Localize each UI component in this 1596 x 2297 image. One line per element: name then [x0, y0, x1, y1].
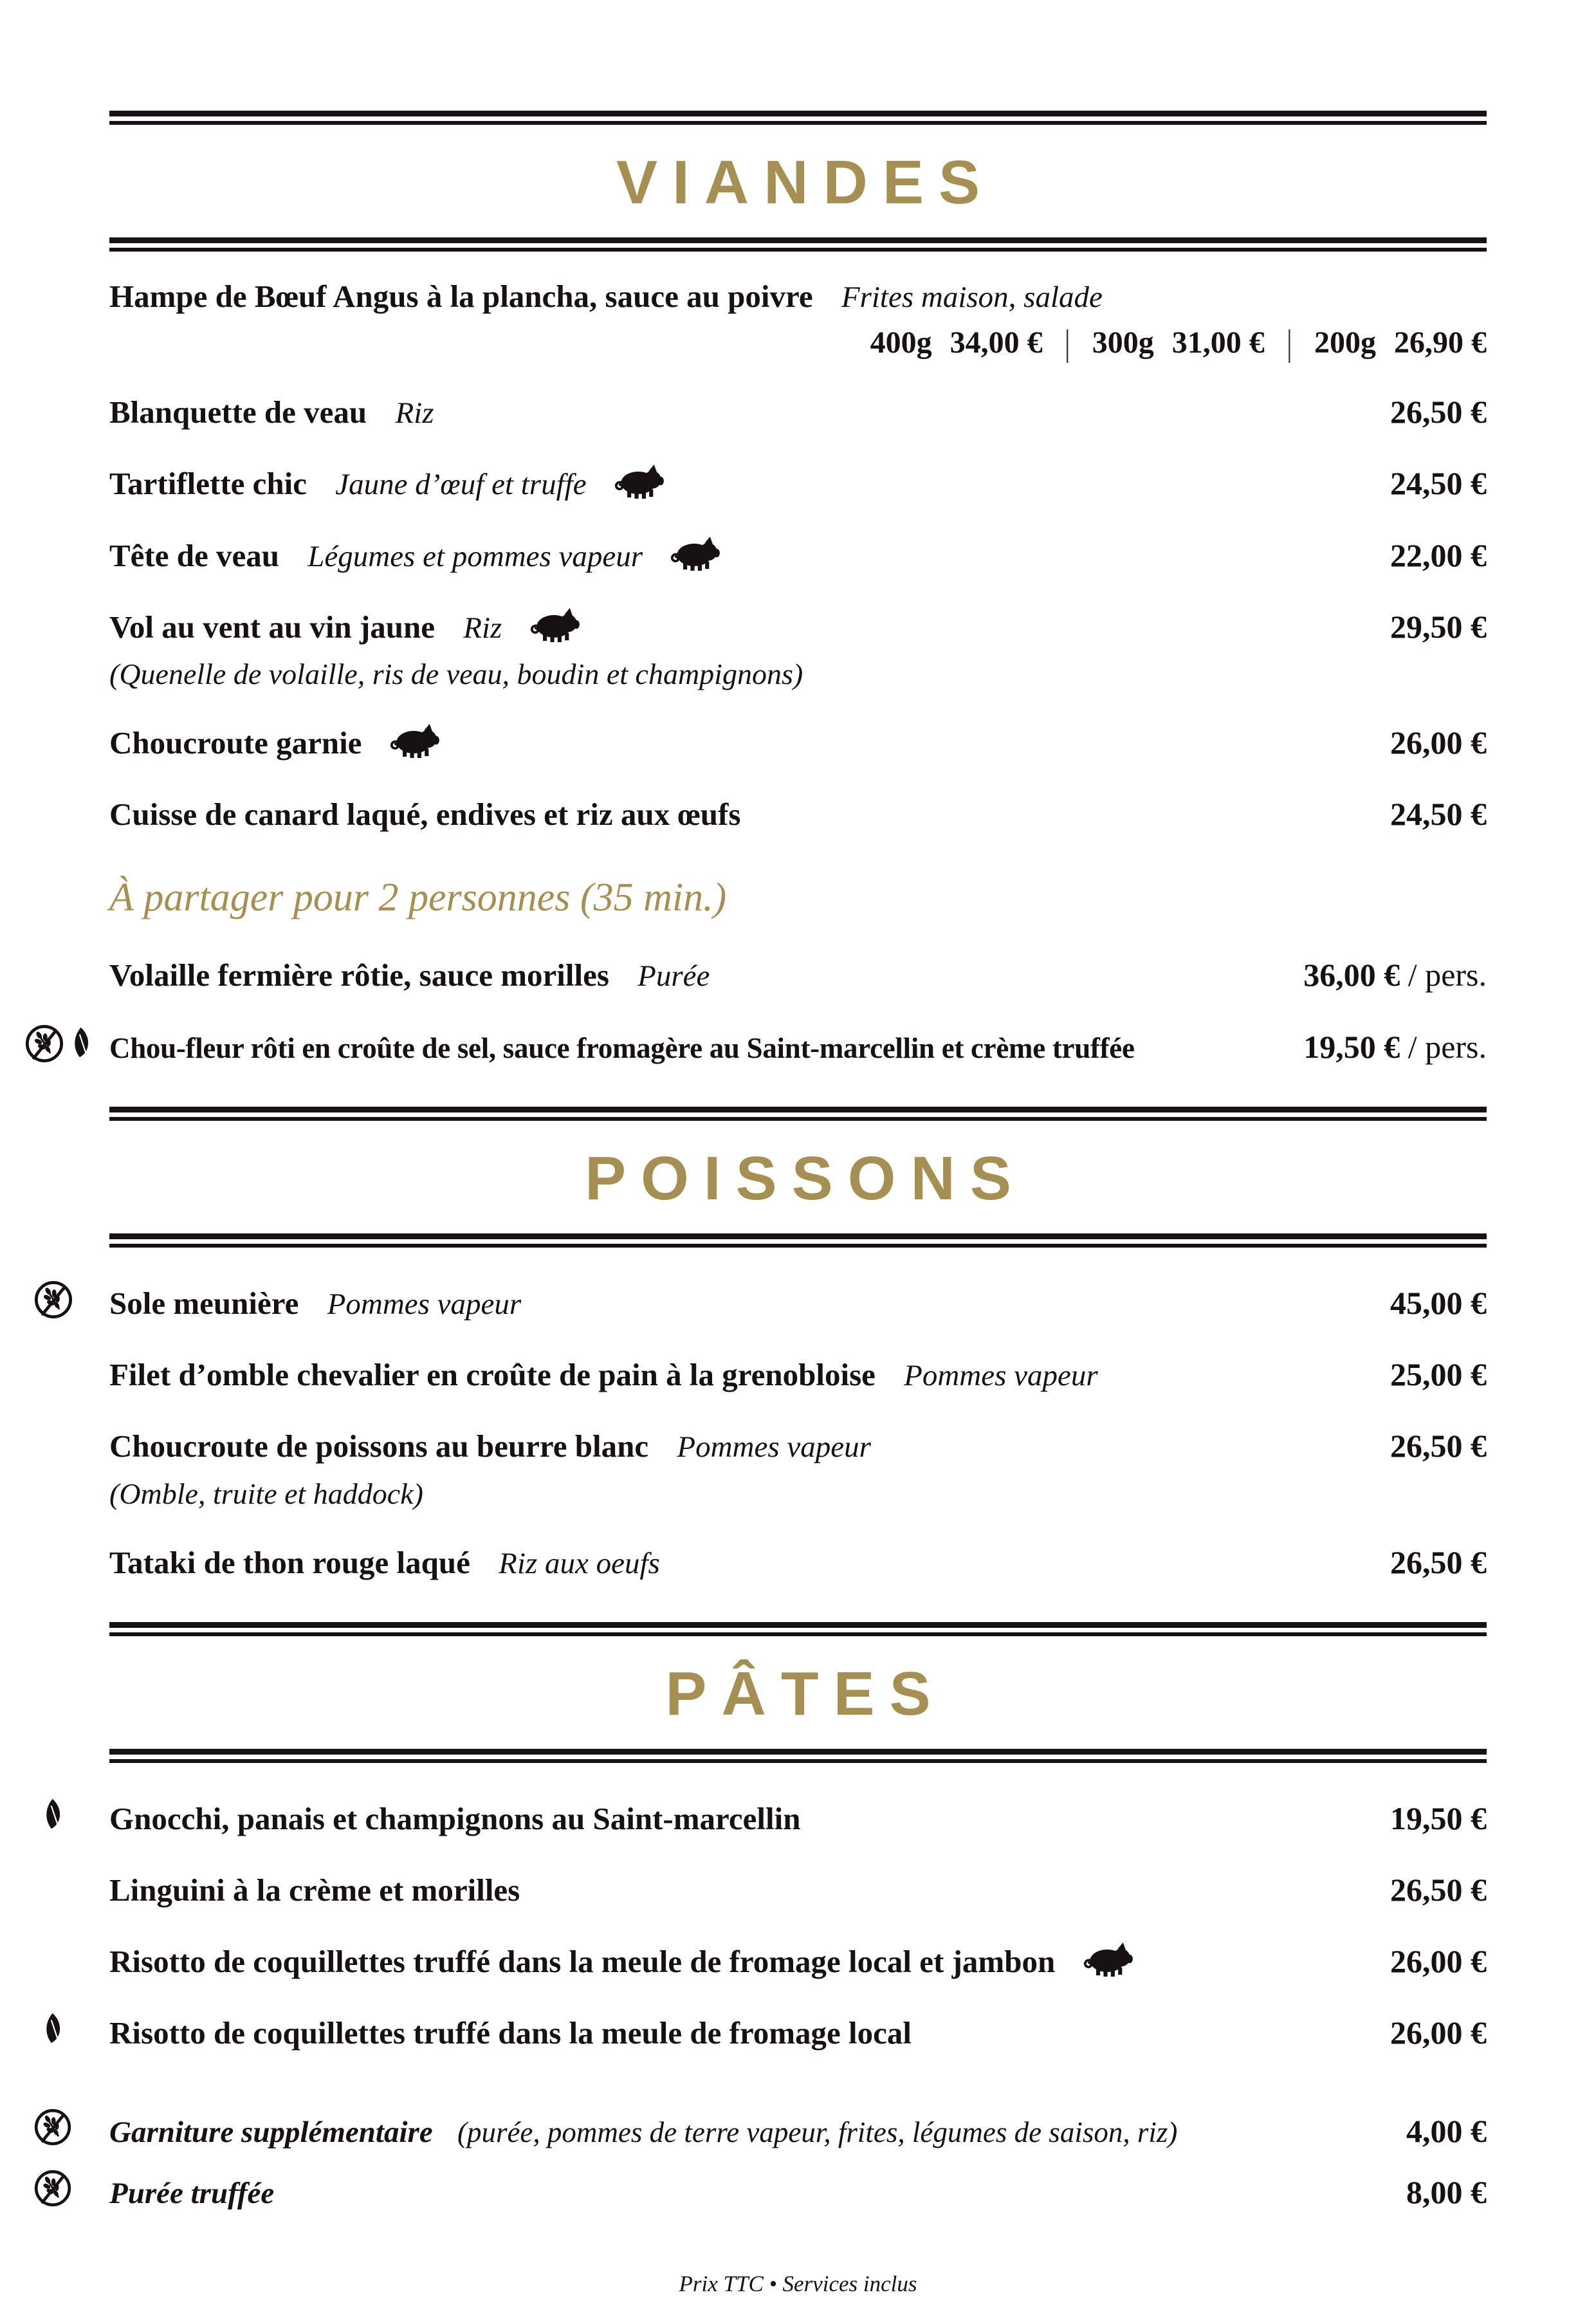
leaf-icon — [73, 1026, 94, 1058]
item-name: Hampe de Bœuf Angus à la plancha, sauce au poivre — [109, 278, 813, 314]
item-name: Garniture supplémentaire — [109, 2115, 433, 2149]
item-text — [109, 2014, 912, 2053]
item-name: Blanquette de veau — [109, 394, 367, 430]
leaf-icon — [45, 2012, 66, 2044]
item-text — [109, 1356, 1098, 1394]
item-price — [1278, 1028, 1487, 1067]
extras-section — [109, 2112, 1487, 2213]
gluten-free-icon — [24, 1024, 64, 1064]
item-text — [109, 2112, 1177, 2151]
item-text — [109, 956, 710, 995]
double-rule — [109, 237, 1487, 252]
size-price: 31,00 € — [1171, 326, 1265, 360]
section-poissons — [109, 1284, 1487, 1582]
item-text — [109, 393, 434, 432]
double-rule — [109, 1749, 1487, 1763]
item-note: (Omble, truite et haddock) — [109, 1477, 423, 1510]
menu-item-row — [109, 536, 1487, 575]
item-price: 26,50 € — [1390, 1871, 1487, 1908]
item-price: 26,00 € — [1390, 724, 1487, 761]
item-name: Gnocchi, panais et champignons au Saint-marcellin — [109, 1800, 801, 1836]
item-text — [109, 1284, 521, 1323]
menu-item-row — [109, 1543, 1487, 1582]
item-name: Vol au vent au vin jaune — [109, 609, 436, 645]
item-name: Risotto de coquillettes truffé dans la meule de fromage local — [109, 2015, 912, 2051]
item-price: 26,50 € — [1390, 394, 1487, 430]
menu-item-row — [109, 1355, 1487, 1394]
item-text — [109, 536, 721, 575]
item-desc: Pommes vapeur — [904, 1358, 1098, 1392]
menu-item-row — [109, 1870, 1487, 1910]
item-desc: Riz aux oeufs — [499, 1546, 660, 1580]
item-desc: Pommes vapeur — [677, 1430, 871, 1464]
pig-icon — [529, 607, 581, 643]
menu-item-row — [109, 955, 1487, 995]
item-size-prices — [109, 322, 1487, 364]
footer-note: Prix TTC • Services inclus — [679, 2271, 917, 2297]
section-pates — [109, 1799, 1487, 2053]
menu-item-row — [109, 464, 1487, 503]
item-name: Tête de veau — [109, 537, 279, 573]
section-poissons-header — [109, 1107, 1487, 1248]
item-desc: Riz — [395, 396, 434, 430]
item-price: 19,50 € — [1390, 1800, 1487, 1836]
item-name: Sole meunière — [109, 1285, 299, 1321]
item-price: 24,50 € — [1390, 796, 1487, 833]
double-rule — [109, 111, 1487, 125]
section-title-poissons: POISSONS — [585, 1143, 1026, 1213]
size-weight: 400g — [870, 326, 932, 360]
item-desc: Riz — [463, 611, 502, 645]
item-text — [109, 1544, 660, 1582]
item-desc: Purée — [637, 959, 710, 993]
size-price: 34,00 € — [949, 326, 1043, 360]
item-name: Linguini à la crème et morilles — [109, 1872, 520, 1908]
menu-item-row — [109, 1942, 1487, 1981]
price-suffix: / pers. — [1408, 957, 1487, 993]
section-pates-header — [109, 1622, 1487, 1763]
gluten-free-icon — [33, 2108, 72, 2146]
section-viandes-header — [109, 111, 1487, 252]
item-price: 25,00 € — [1390, 1356, 1487, 1392]
item-text — [109, 723, 441, 762]
double-rule — [109, 1233, 1487, 1248]
item-text — [109, 1028, 1135, 1067]
item-desc: Frites maison, salade — [841, 280, 1103, 314]
item-name: Choucroute garnie — [109, 725, 362, 761]
pig-icon — [389, 723, 441, 759]
item-text — [109, 1871, 520, 1910]
separator: | — [1064, 322, 1070, 364]
price-value: 19,50 € — [1303, 1028, 1400, 1065]
item-name: Risotto de coquillettes truffé dans la meule de fromage local et jambon — [109, 1943, 1056, 1979]
item-name: Chou-fleur rôti en croûte de sel, sauce fromagère au Saint-marcellin et crème truffée — [109, 1031, 1135, 1064]
item-name: Tartiflette chic — [109, 466, 307, 502]
item-desc: Jaune d’œuf et truffe — [335, 468, 587, 502]
menu-item-row — [109, 1028, 1487, 1067]
item-text — [109, 795, 740, 834]
price-suffix: / pers. — [1408, 1028, 1487, 1065]
item-name: Filet d’omble chevalier en croûte de pain à la grenobloise — [109, 1356, 876, 1392]
menu-item-row — [109, 607, 1487, 647]
menu-item-row — [109, 2013, 1487, 2053]
pig-icon — [614, 464, 665, 499]
item-text — [109, 607, 581, 647]
section-title-pates: PÂTES — [665, 1659, 946, 1728]
item-name: Tataki de thon rouge laqué — [109, 1544, 470, 1580]
price-value: 36,00 € — [1303, 957, 1400, 993]
item-name: Cuisse de canard laqué, endives et riz aux œufs — [109, 797, 741, 833]
menu-item-row — [109, 1426, 1487, 1466]
item-name: Choucroute de poissons au beurre blanc — [109, 1428, 649, 1464]
item-desc: (purée, pommes de terre vapeur, frites, légumes de saison, riz) — [457, 2116, 1178, 2148]
menu-item-row — [109, 1799, 1487, 1838]
item-price: 4,00 € — [1406, 2112, 1487, 2149]
double-rule — [109, 1622, 1487, 1636]
item-price: 24,50 € — [1390, 465, 1487, 502]
double-rule — [109, 1107, 1487, 1121]
item-desc: Légumes et pommes vapeur — [307, 539, 643, 573]
size-price: 26,90 € — [1394, 326, 1487, 360]
menu-item-row — [109, 795, 1487, 834]
section-title-viandes: VIANDES — [616, 148, 995, 217]
item-text — [109, 464, 665, 503]
item-price: 22,00 € — [1390, 537, 1487, 573]
item-price: 26,00 € — [1390, 1942, 1487, 1979]
menu-item-row — [109, 2112, 1487, 2151]
item-price — [1278, 955, 1487, 995]
item-text — [109, 2173, 274, 2212]
item-price: 26,50 € — [1390, 1544, 1487, 1580]
size-weight: 200g — [1314, 326, 1376, 360]
item-note: (Quenelle de volaille, ris de veau, boudin et champignons) — [109, 658, 803, 691]
item-text — [109, 1942, 1134, 1981]
item-price: 26,50 € — [1390, 1428, 1487, 1464]
item-desc: Pommes vapeur — [327, 1287, 522, 1321]
menu-item-row — [109, 2173, 1487, 2212]
menu-item-row — [109, 723, 1487, 762]
leaf-icon — [45, 1798, 66, 1830]
pig-icon — [670, 536, 721, 571]
item-price: 29,50 € — [1390, 609, 1487, 645]
gluten-free-icon — [33, 2169, 72, 2208]
pig-icon — [1083, 1942, 1134, 1977]
item-price: 8,00 € — [1406, 2174, 1487, 2210]
menu-item-row — [109, 392, 1487, 432]
item-name: Volaille fermière rôtie, sauce morilles — [109, 957, 609, 993]
item-name: Purée truffée — [109, 2177, 275, 2210]
item-text — [109, 1427, 871, 1466]
separator: | — [1286, 322, 1292, 364]
gluten-free-icon — [33, 1280, 73, 1320]
sharing-subheading: À partager pour 2 personnes (35 min.) — [109, 876, 727, 920]
item-price: 45,00 € — [1390, 1284, 1487, 1321]
menu-item-row — [109, 1284, 1487, 1323]
item-text — [109, 277, 1103, 316]
item-price: 26,00 € — [1390, 2014, 1487, 2051]
section-viandes — [109, 277, 1487, 1067]
menu-item-row — [109, 277, 1487, 316]
size-weight: 300g — [1092, 326, 1154, 360]
item-text — [109, 1800, 801, 1838]
